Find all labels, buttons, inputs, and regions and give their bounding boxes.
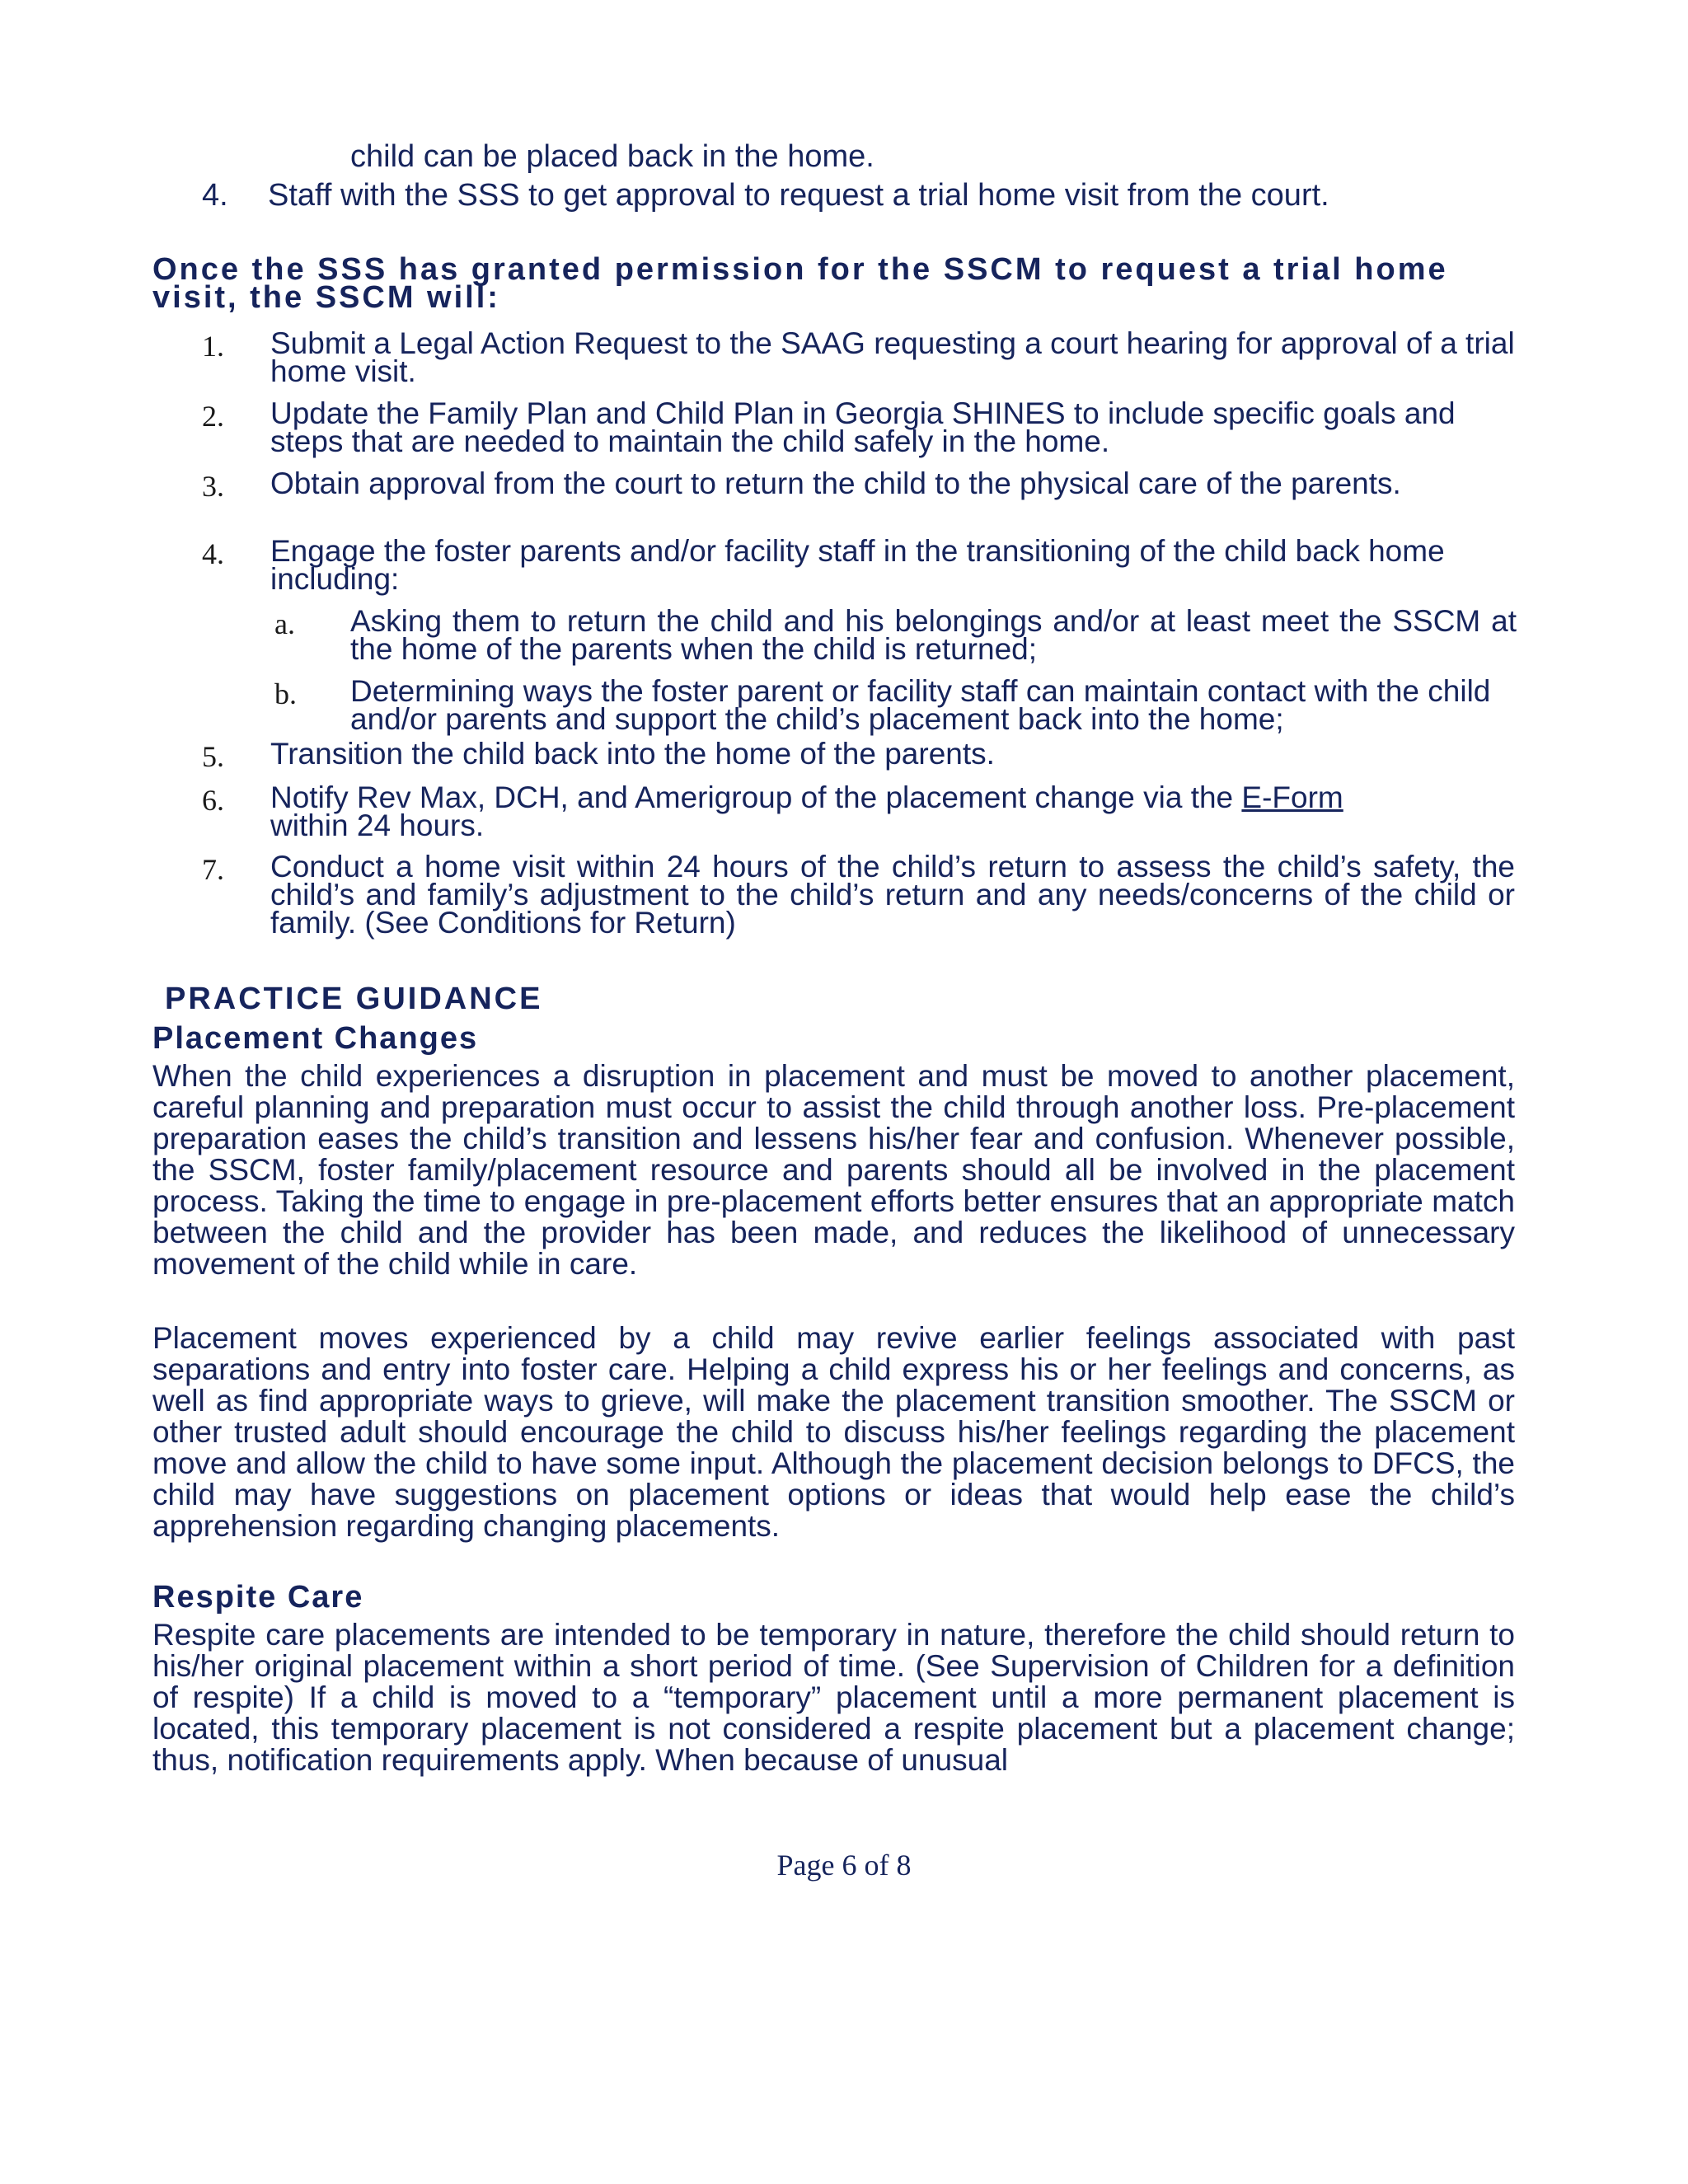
list-item-text: Engage the foster parents and/or facility staff in the transitioning of the child back home including: xyxy=(270,534,1445,596)
list-number: 6. xyxy=(202,784,224,817)
continued-list-text: child can be placed back in the home. xyxy=(350,139,874,174)
page-number: Page 6 of 8 xyxy=(776,1849,912,1882)
e-form-link[interactable]: E-Form xyxy=(1241,780,1343,814)
list-item-text: Transition the child back into the home of the parents. xyxy=(270,737,995,771)
section-heading: Once the SSS has granted permission for the SSCM to request a trial home visit, the SSCM will: xyxy=(152,252,1448,315)
list-item-text: Conduct a home visit within 24 hours of the child’s return to assess the child’s safety, the child’s and family’s adjustment to the child’s return and any needs/concerns of the child or family. (See Conditions for Return) xyxy=(270,850,1515,940)
list-number: 3. xyxy=(202,470,224,503)
sublist-letter: b. xyxy=(274,677,297,710)
practice-guidance-heading: PRACTICE GUIDANCE xyxy=(165,982,543,1016)
list-number: 4. xyxy=(202,178,228,213)
paragraph: Placement moves experienced by a child may revive earlier feelings associated with past separations and entry into foster care. Helping a child express his or her feelings and concerns, as well as find appropriate ways to grieve, will make the placement transition smoother. The SSCM or other trusted adult should encourage the child to discuss his/her feelings regarding the placement move and allow the child to have some input. Although the placement decision belongs to DFCS, the child may have suggestions on placement options or ideas that would help ease the child’s apprehension regarding changing placements. xyxy=(152,1321,1515,1543)
item-text-start: Notify Rev Max, DCH, and Amerigroup of the placement change via the xyxy=(270,780,1234,814)
list-item-text: Update the Family Plan and Child Plan in Georgia SHINES to include specific goals and steps that are needed to maintain the child safely in the home. xyxy=(270,396,1456,458)
sublist-item-text: Determining ways the foster parent or facility staff can maintain contact with the child and/or parents and support the child’s placement back into the home; xyxy=(350,674,1491,736)
list-item-text: Obtain approval from the court to return the child to the physical care of the parents. xyxy=(270,466,1401,500)
list-number: 2. xyxy=(202,400,224,433)
list-item-text: Submit a Legal Action Request to the SAAG requesting a court hearing for approval of a trial home visit. xyxy=(270,326,1515,388)
item-text-end: within 24 hours. xyxy=(270,808,485,842)
placement-changes-title: Placement Changes xyxy=(152,1021,479,1056)
list-item-text xyxy=(270,780,1474,842)
list-number: 5. xyxy=(202,740,224,773)
paragraph: When the child experiences a disruption in placement and must be moved to another placement, careful planning and preparation must occur to assist the child through another loss. Pre-placement preparation eases the child’s transition and lessens his/her fear and confusion. Whenever possible, the SSCM, foster family/placement resource and parents should all be involved in the placement process. Taking the time to engage in pre-placement efforts better ensures that an appropriate match between the child and the provider has been made, and reduces the likelihood of unnecessary movement of the child while in care. xyxy=(152,1059,1515,1281)
list-number: 1. xyxy=(202,330,224,363)
sublist-letter: a. xyxy=(274,607,295,640)
list-item-text: Staff with the SSS to get approval to request a trial home visit from the court. xyxy=(268,178,1329,213)
paragraph: Respite care placements are intended to be temporary in nature, therefore the child should return to his/her original placement within a short period of time. (See Supervision of Children for a definition of respite) If a child is moved to a “temporary” placement until a more permanent placement is located, this temporary placement is not considered a respite placement but a placement change; thus, notification requirements apply. When because of unusual xyxy=(152,1618,1515,1777)
list-number: 4. xyxy=(202,537,224,570)
sublist-item-text: Asking them to return the child and his belongings and/or at least meet the SSCM at the home of the parents when the child is returned; xyxy=(350,604,1517,666)
list-number: 7. xyxy=(202,853,224,886)
respite-care-title: Respite Care xyxy=(152,1580,364,1615)
